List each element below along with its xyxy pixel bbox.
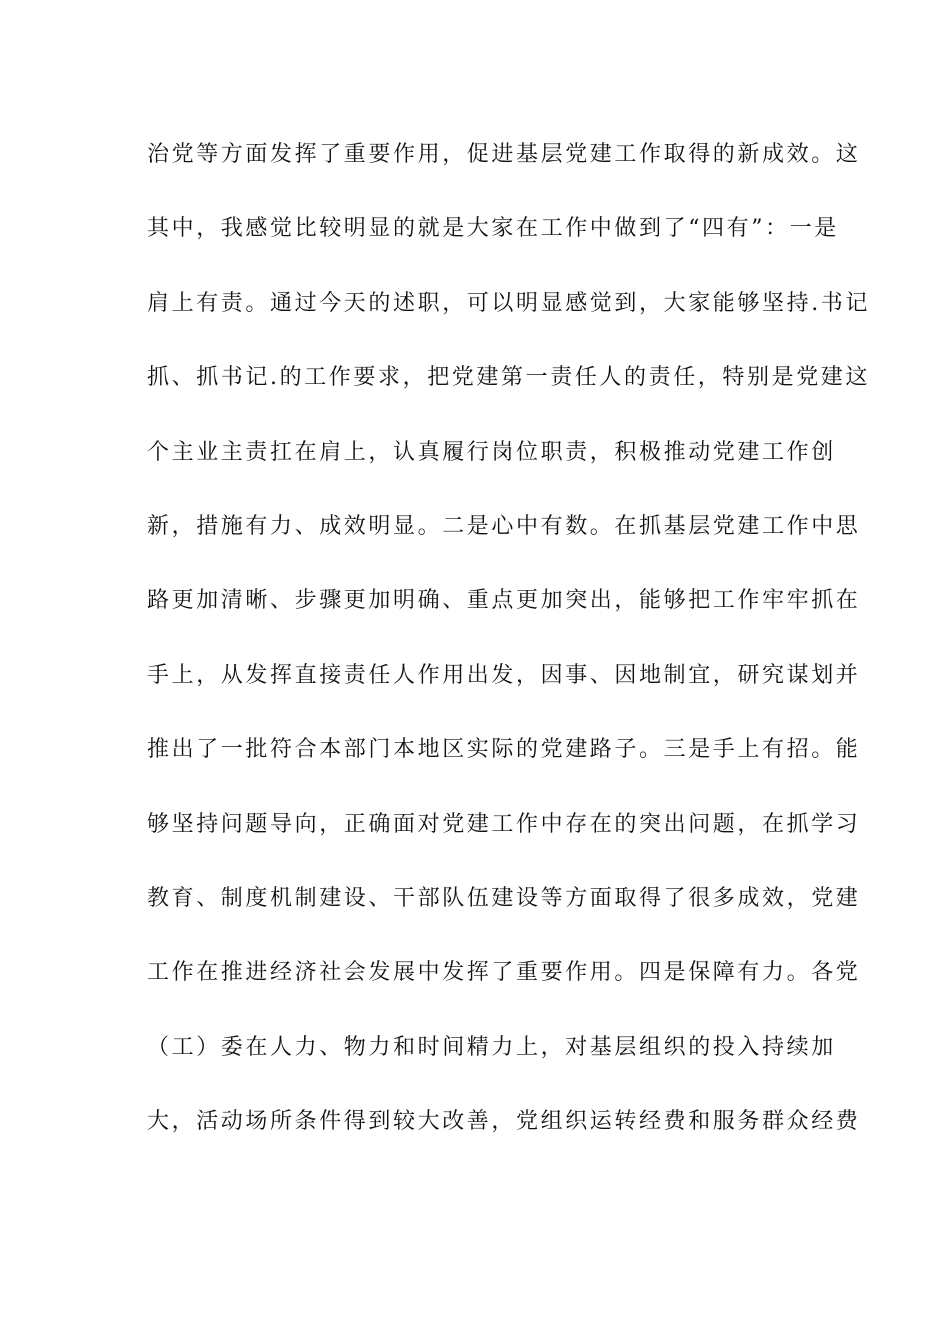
text-line: 治党等方面发挥了重要作用，促进基层党建工作取得的新成效。这	[147, 142, 861, 167]
text-line: （工）委在人力、物力和时间精力上，对基层组织的投入持续加	[147, 1035, 836, 1060]
text-line: 推出了一批符合本部门本地区实际的党建路子。三是手上有招。能	[147, 737, 861, 762]
text-line: 肩上有责。通过今天的述职，可以明显感觉到，大家能够坚持.书记	[147, 291, 870, 316]
text-line: 新，措施有力、成效明显。二是心中有数。在抓基层党建工作中思	[147, 514, 861, 539]
text-line: 大，活动场所条件得到较大改善，党组织运转经费和服务群众经费	[147, 1109, 861, 1134]
text-line: 个主业主责扛在肩上，认真履行岗位职责，积极推动党建工作创	[147, 440, 836, 465]
text-line: 抓、抓书记.的工作要求，把党建第一责任人的责任，特别是党建这	[147, 365, 870, 390]
text-line: 路更加清晰、步骤更加明确、重点更加突出，能够把工作牢牢抓在	[147, 588, 861, 613]
text-line: 教育、制度机制建设、干部队伍建设等方面取得了很多成效，党建	[147, 886, 861, 911]
text-line: 其中，我感觉比较明显的就是大家在工作中做到了“四有”：一是	[147, 216, 839, 241]
text-line: 工作在推进经济社会发展中发挥了重要作用。四是保障有力。各党	[147, 960, 861, 985]
text-line: 够坚持问题导向，正确面对党建工作中存在的突出问题，在抓学习	[147, 812, 861, 837]
text-line: 手上，从发挥直接责任人作用出发，因事、因地制宜，研究谋划并	[147, 663, 861, 688]
